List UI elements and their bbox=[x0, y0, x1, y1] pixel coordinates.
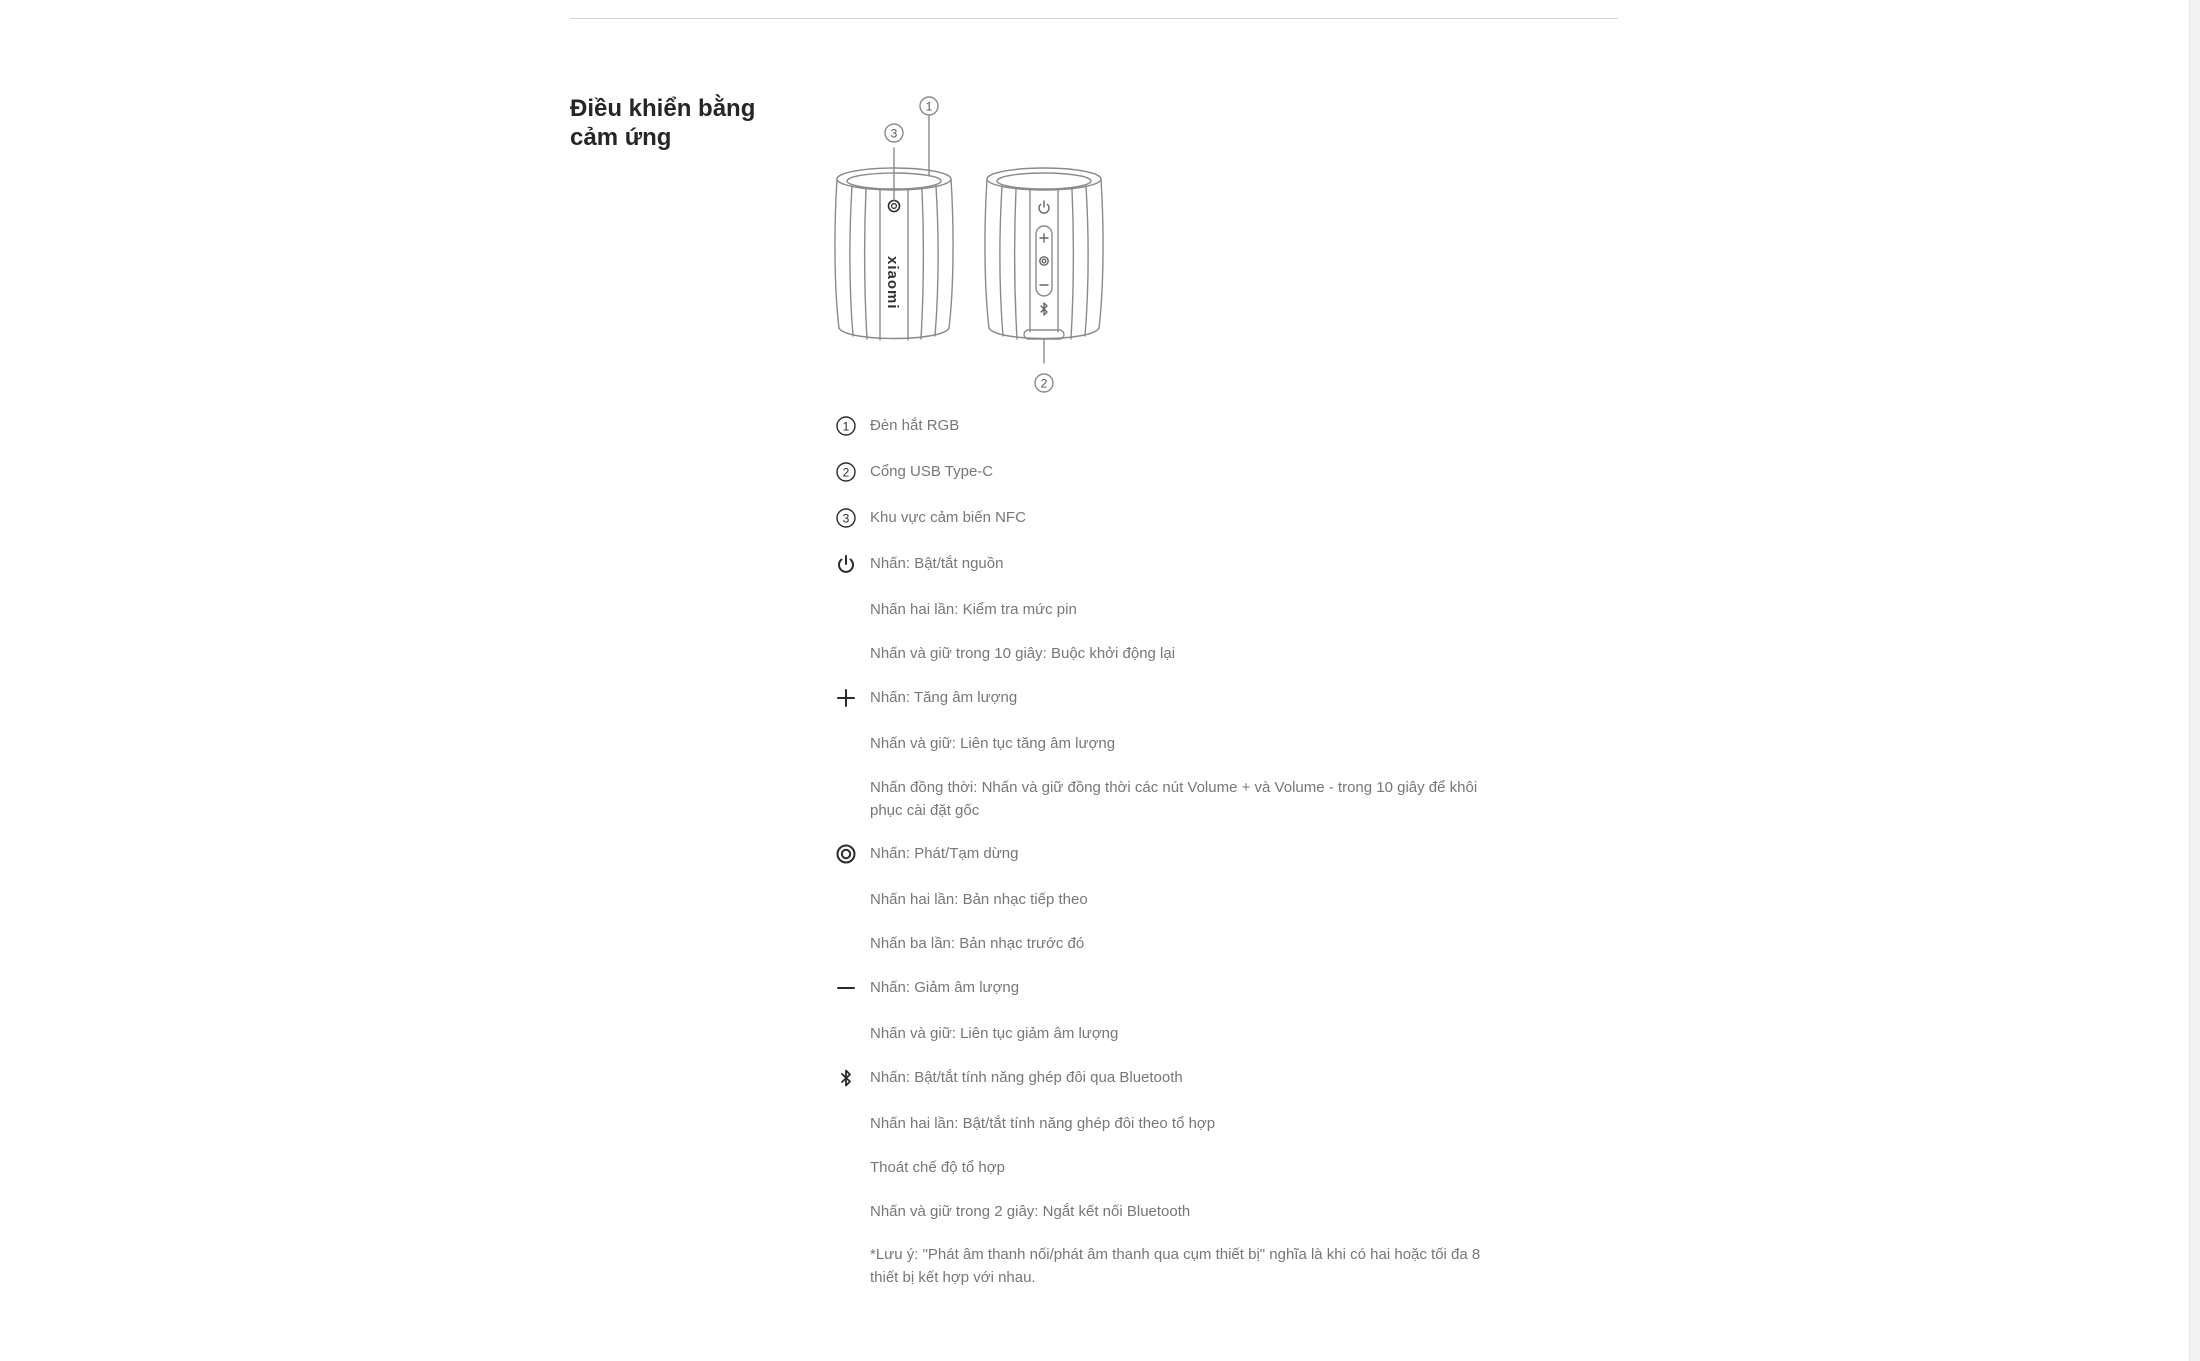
item-text: Nhấn và giữ: Liên tục giảm âm lượng bbox=[870, 1025, 1119, 1042]
item-text: Nhấn ba lần: Bản nhạc trước đó bbox=[870, 935, 1085, 952]
item-text: Nhấn và giữ trong 10 giây: Buộc khởi động lại bbox=[870, 645, 1176, 662]
scrollbar[interactable] bbox=[2189, 0, 2200, 1361]
bluetooth-icon bbox=[834, 1066, 858, 1090]
play-pause-icon bbox=[834, 842, 858, 866]
item-text: Đèn hắt RGB bbox=[870, 417, 960, 434]
item-text: Nhấn: Phát/Tạm dừng bbox=[870, 845, 1019, 862]
callout-2: 2 bbox=[1040, 376, 1048, 391]
item-text: Nhấn: Giảm âm lượng bbox=[870, 979, 1020, 996]
callout-1: 1 bbox=[925, 99, 933, 114]
item-text: Nhấn: Tăng âm lượng bbox=[870, 689, 1018, 706]
section-title: Điều khiển bằng cảm ứng bbox=[570, 95, 756, 151]
circled-3-icon bbox=[834, 506, 858, 530]
svg-text:3: 3 bbox=[842, 511, 850, 526]
item-text: Nhấn và giữ: Liên tục tăng âm lượng bbox=[870, 735, 1116, 752]
item-text: Nhấn và giữ trong 2 giây: Ngắt kết nối Bluetooth bbox=[870, 1203, 1191, 1220]
item-text: Thoát chế độ tổ hợp bbox=[870, 1159, 1005, 1176]
item-text: Nhấn hai lần: Bản nhạc tiếp theo bbox=[870, 891, 1088, 908]
circled-1-icon bbox=[834, 414, 858, 438]
svg-text:2: 2 bbox=[842, 465, 850, 480]
brand-wordmark: xiaomi bbox=[884, 256, 901, 310]
item-text: Nhấn đồng thời: Nhấn và giữ đồng thời các nút Volume + và Volume - trong 10 giây để khôi phục cài đặt gốc bbox=[870, 779, 1478, 819]
item-text: Nhấn: Bật/tắt nguồn bbox=[870, 555, 1004, 572]
plus-icon bbox=[834, 686, 858, 710]
item-text: Khu vực cảm biến NFC bbox=[870, 509, 1026, 526]
item-text: Nhấn hai lần: Kiểm tra mức pin bbox=[870, 601, 1077, 618]
minus-icon bbox=[834, 976, 858, 1000]
circled-2-icon bbox=[834, 460, 858, 484]
item-text: Cổng USB Type-C bbox=[870, 463, 994, 480]
item-text: Nhấn: Bật/tắt tính năng ghép đôi qua Bluetooth bbox=[870, 1069, 1183, 1086]
callout-3: 3 bbox=[890, 126, 898, 141]
svg-text:1: 1 bbox=[842, 419, 850, 434]
power-icon bbox=[834, 552, 858, 576]
item-text: Nhấn hai lần: Bật/tắt tính năng ghép đôi theo tổ hợp bbox=[870, 1115, 1216, 1132]
footnote-text: *Lưu ý: "Phát âm thanh nối/phát âm thanh qua cụm thiết bị" nghĩa là khi có hai hoặc tối đa 8 thiết bị kết hợp với nhau. bbox=[870, 1246, 1481, 1286]
